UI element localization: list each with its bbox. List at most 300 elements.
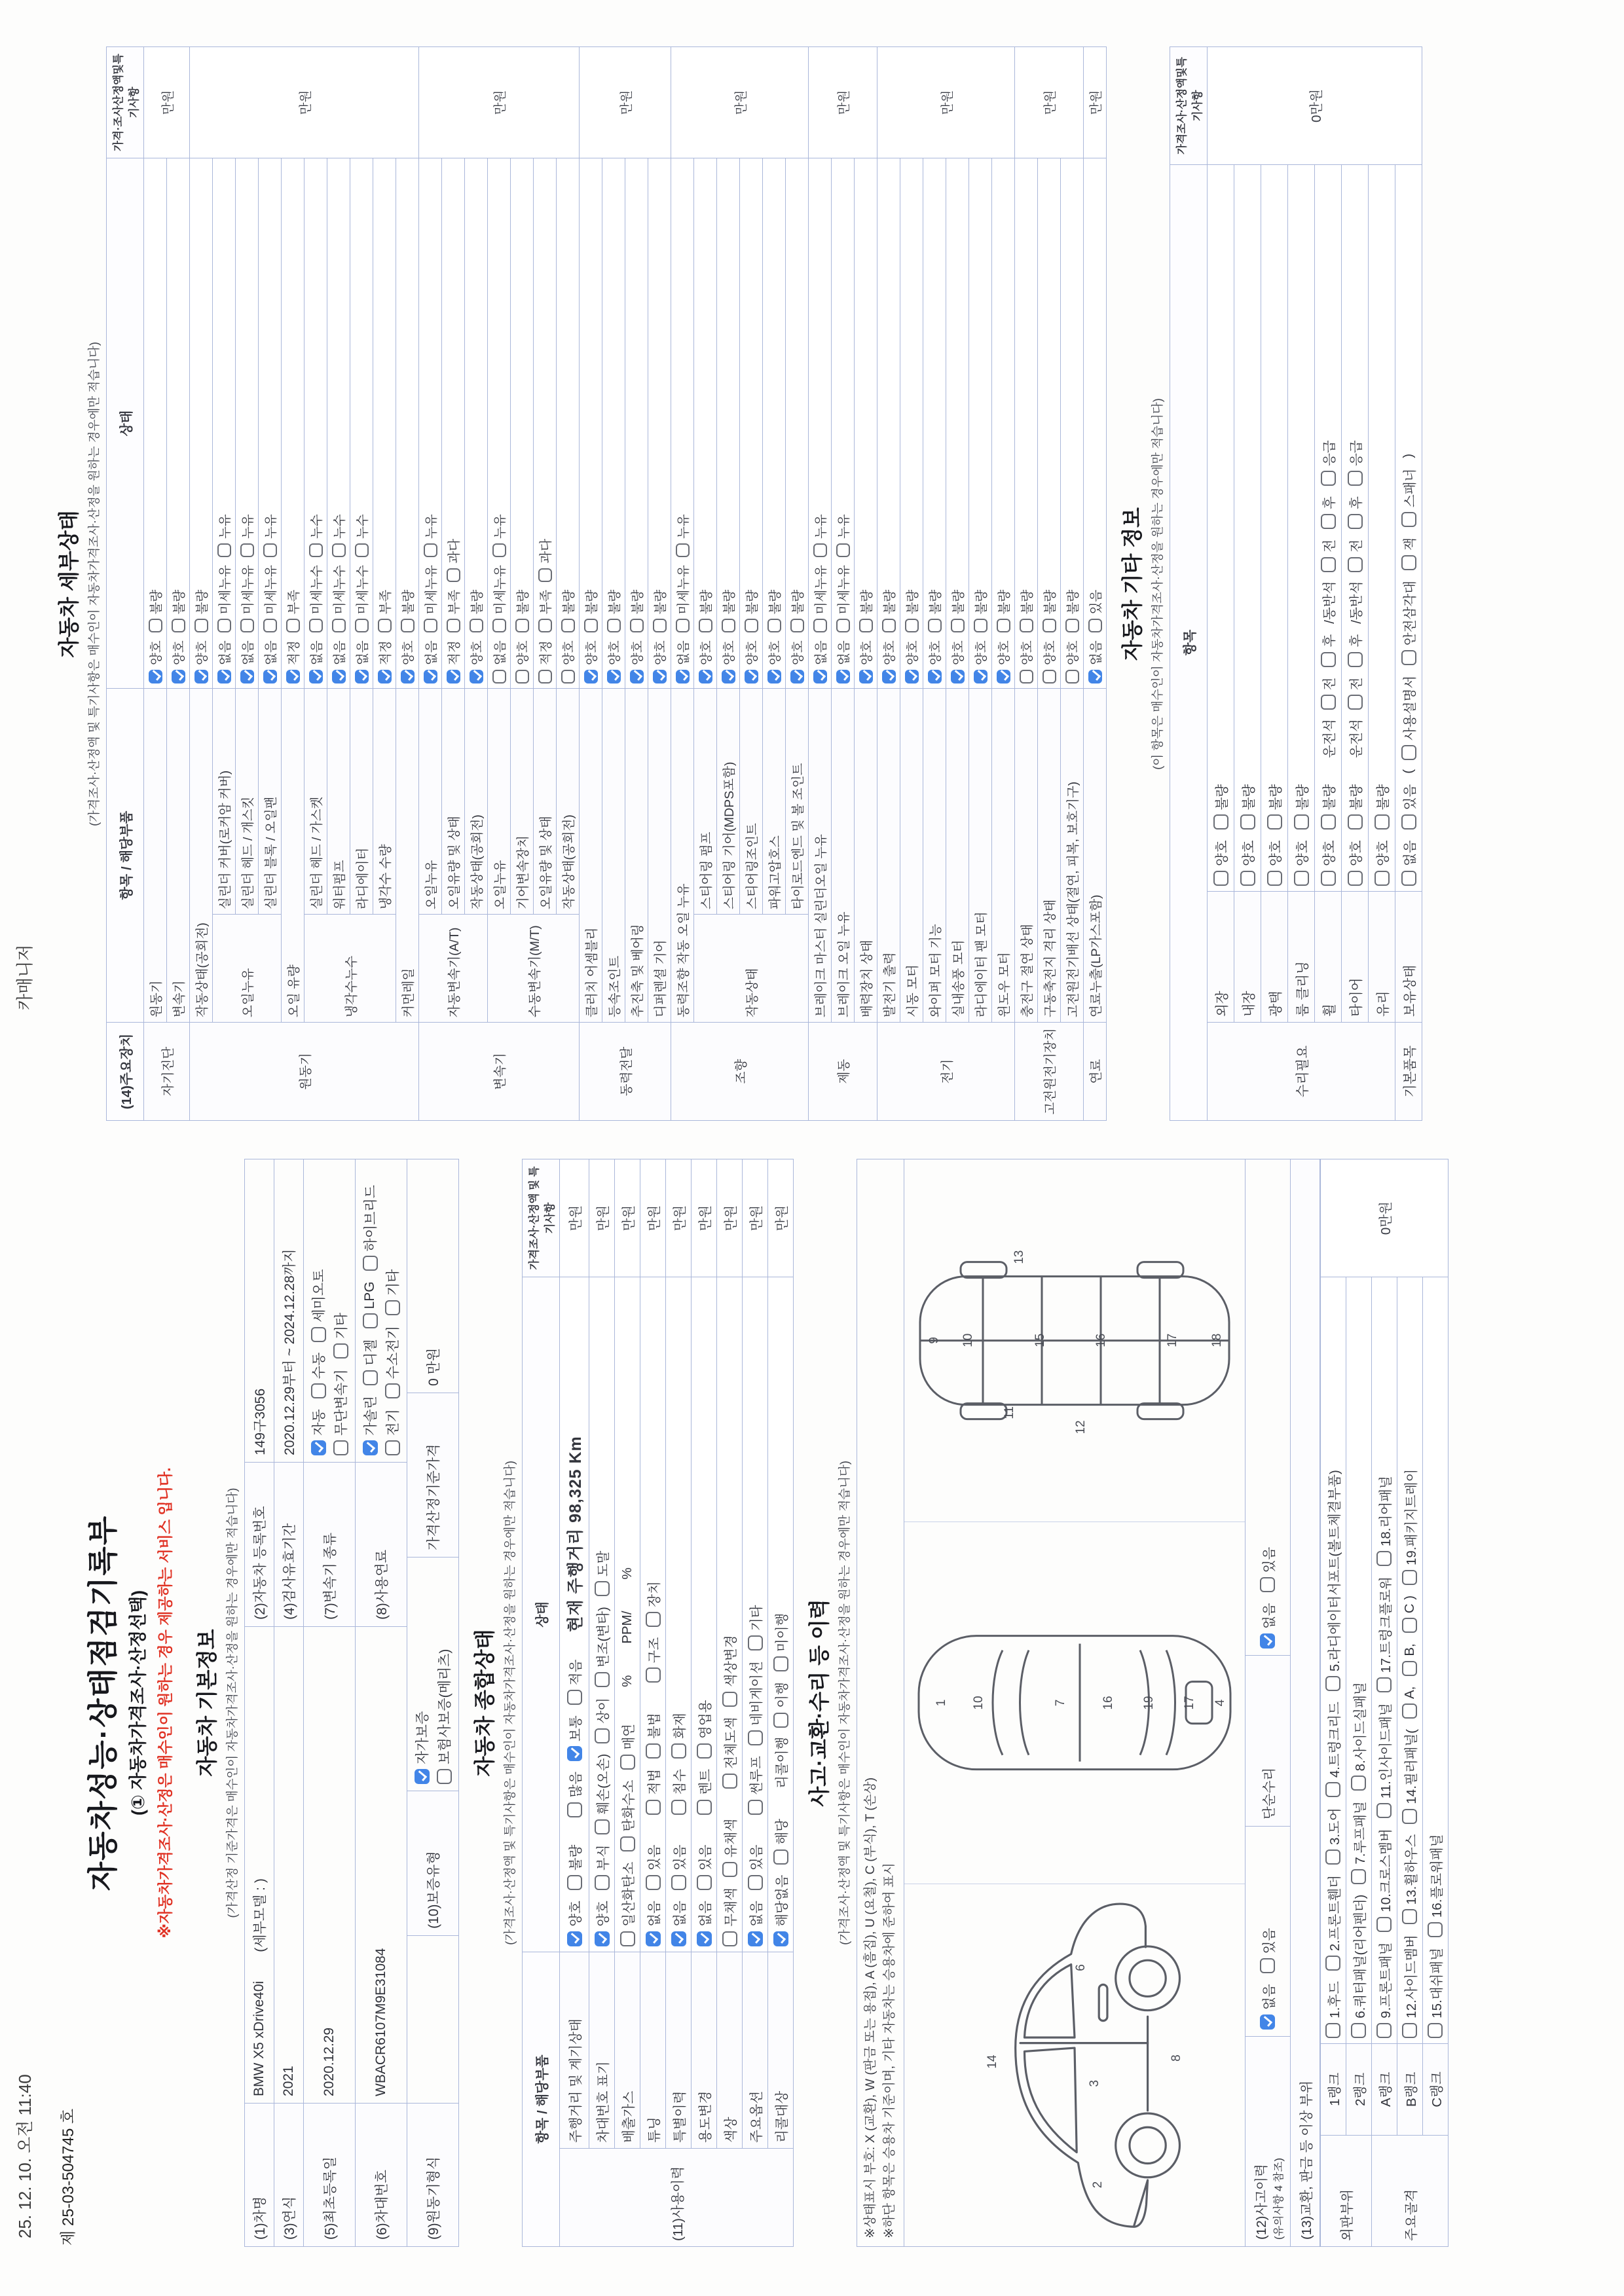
item-part-label: 라디에이터 팬 모터 [969,689,992,1023]
checkbox-양호[interactable] [1211,840,1230,886]
checkbox-label: 양호 [1349,840,1364,866]
checkbox-양호[interactable] [879,640,898,683]
panel-zone-number: 17 [1166,1333,1180,1347]
checkbox-없음[interactable] [490,640,508,683]
checkbox-label: 15.대쉬패널 [1429,1948,1445,2018]
checkbox-보통[interactable] [564,1715,584,1761]
checkbox-누유[interactable] [490,514,508,557]
checkbox-4.트렁크리드[interactable] [1323,1702,1343,1797]
checkbox-양호[interactable] [857,640,875,683]
checkbox-있음[interactable] [1399,784,1418,830]
comp-state-options [643,1283,663,1946]
checkbox-누유[interactable] [421,514,439,557]
checkbox-불량[interactable] [1040,590,1058,633]
checkbox-응급[interactable] [1345,440,1365,486]
checkbox-자가보증[interactable] [412,1711,432,1784]
checkbox-label: 양호 [929,640,943,665]
checkbox-전[interactable] [1318,539,1338,572]
checkbox-양호[interactable] [1238,840,1257,886]
checkbox-훼손(오손)[interactable] [592,1754,612,1834]
detail-state-cell [419,158,442,689]
state-text: ( [1401,769,1416,774]
checkbox-불량[interactable] [169,590,187,633]
detail-state-cell [992,158,1015,689]
unchecked-checkbox-icon [1401,512,1416,527]
checkbox-label: 양호 [951,640,966,665]
unchecked-checkbox-icon [1267,871,1282,886]
checkbox-양호[interactable] [146,640,164,683]
checkbox-있음[interactable] [1258,1928,1278,1974]
checkbox-label: 적정 [447,640,462,665]
checkbox-18.리어패널[interactable] [1375,1476,1394,1566]
checkbox-불량[interactable] [696,590,714,633]
checkbox-label: 양호 [974,640,989,665]
checkbox-양호[interactable] [1372,840,1392,886]
detail-state-table [106,47,1107,1121]
checkbox-양호[interactable] [1063,640,1081,683]
checkbox-불량[interactable] [564,1845,584,1891]
checkbox-양호[interactable] [192,640,210,683]
checkbox-불량[interactable] [559,590,577,633]
checkbox-적법[interactable] [643,1769,663,1815]
checkbox-label: 적법 [647,1768,662,1795]
checkbox-스패너[interactable] [1399,469,1418,527]
checkbox-양호[interactable] [925,640,944,683]
detail-state-options [352,163,371,683]
unchecked-checkbox-icon [311,1383,326,1398]
checkbox-양호[interactable] [971,640,989,683]
checkbox-양호[interactable] [948,640,967,683]
checkbox-label: 10.크로스멤버 [1378,1829,1393,1912]
checkbox-없음[interactable] [745,1901,765,1946]
detail-table [106,46,1107,1121]
checkbox-전기[interactable] [382,1409,402,1455]
checkbox-양호[interactable] [765,640,783,683]
checkbox-있음[interactable] [1258,1547,1278,1593]
checkbox-기타[interactable] [382,1269,402,1316]
checkbox-영업용[interactable] [694,1700,714,1758]
checkbox-17.트렁크플로워[interactable] [1375,1576,1394,1692]
checkbox-잭[interactable] [1399,538,1418,570]
checkbox-변조(변타)[interactable] [592,1607,612,1687]
checkbox-15.대쉬패널[interactable] [1426,1948,1445,2038]
checkbox-불량[interactable] [742,590,760,633]
checkbox-있음[interactable] [669,1845,688,1891]
checkbox-불량[interactable] [788,590,806,633]
checkbox-불량[interactable] [971,590,989,633]
checkbox-누수[interactable] [329,514,348,557]
checkbox-부족[interactable] [284,590,302,633]
checkbox-양호[interactable] [1291,840,1311,886]
checked-checkbox-icon [882,670,896,683]
checkbox-장치[interactable] [643,1581,663,1627]
checkbox-label: 전 [1322,539,1337,553]
checkbox-불량[interactable] [857,590,875,633]
checkbox-부족[interactable] [536,590,554,633]
checkbox-없음[interactable] [238,640,256,683]
checkbox-적정[interactable] [375,640,394,683]
checkbox-양호[interactable] [592,1901,612,1946]
detail-state-options [375,163,394,683]
spacer [653,1683,654,1702]
checkbox-LPG[interactable] [362,1281,378,1328]
checkbox-하이브리드[interactable] [360,1185,380,1271]
detail-state-cell [580,158,602,689]
checkbox-7.루프패널[interactable] [1349,1801,1369,1884]
checkbox-미세누유[interactable] [215,565,233,632]
checkbox-매연[interactable] [618,1724,637,1770]
checkbox-없음[interactable] [1399,840,1418,886]
basic-info-title: 자동차 기본정보 [195,1629,219,1777]
detail-price-cell: 만원 [809,47,877,158]
checkbox-없음[interactable] [1086,640,1104,683]
checkbox-전[interactable] [1345,539,1365,572]
checkbox-불량[interactable] [994,590,1012,633]
checked-checkbox-icon [332,670,346,683]
checkbox-12.사이드멤버[interactable] [1400,1935,1420,2038]
checkbox-전체도색[interactable] [720,1717,739,1789]
unchecked-checkbox-icon [722,619,735,632]
checkbox-label: 안전삼각대 [1403,580,1418,646]
checkbox-있음[interactable] [694,1845,714,1891]
state-text: PPM/ [619,1611,635,1644]
checkbox-없음[interactable] [673,640,692,683]
checkbox-미이행[interactable] [771,1613,790,1671]
checkbox-양호[interactable] [581,640,600,683]
checkbox-불량[interactable] [467,590,485,633]
checkbox-불량[interactable] [1211,784,1230,830]
checked-checkbox-icon [748,1931,763,1946]
checkbox-label: 불량 [568,1844,583,1871]
checkbox-양호[interactable] [398,640,416,683]
checkbox-불량[interactable] [627,590,646,633]
checkbox-2.프론트휀더[interactable] [1323,1875,1343,1971]
detail-state-options [146,163,164,683]
detail-price-cell: 만원 [671,47,809,158]
detail-row [877,47,900,1121]
checkbox-안전삼각대[interactable] [1399,581,1418,665]
checkbox-양호[interactable] [513,640,531,683]
checkbox-B,[interactable] [1402,1643,1418,1675]
checkbox-불량[interactable] [650,590,669,633]
other-state-options [1399,170,1418,886]
checkbox-누유[interactable] [811,514,829,557]
checkbox-유채색[interactable] [720,1819,739,1877]
checkbox-기타[interactable] [745,1605,765,1650]
print-site-title: 카매니저 [15,944,35,1011]
checkbox-label: 8.사이드실패널 [1352,1682,1368,1772]
checkbox-상이[interactable] [592,1698,612,1743]
checked-checkbox-icon [415,1769,430,1784]
unchecked-checkbox-icon [1402,1809,1417,1824]
checkbox-수동[interactable] [308,1353,328,1399]
checkbox-A,[interactable] [1402,1686,1418,1719]
comp-price-cell: 만원 [560,1159,589,1277]
checkbox-양호[interactable] [719,640,737,683]
detail-state-cell [396,158,419,689]
checkbox-불량[interactable] [948,590,967,633]
checkbox-없음[interactable] [1258,1603,1278,1649]
comp-row [717,1159,743,2247]
checkbox-14.필러패널([interactable] [1400,1729,1420,1824]
checkbox-양호[interactable] [564,1901,584,1946]
detail-state-options [765,163,783,683]
checkbox-없음[interactable] [352,640,371,683]
unchecked-checkbox-icon [567,1690,582,1705]
checkbox-있음[interactable] [643,1845,663,1891]
checkbox-불량[interactable] [604,590,623,633]
checkbox-해당[interactable] [771,1819,790,1865]
checkbox-부식[interactable] [592,1845,612,1891]
unchecked-checkbox-icon [1351,2023,1366,2038]
checkbox-1.후드[interactable] [1323,1981,1343,2038]
checkbox-수소전기[interactable] [382,1326,402,1398]
unchecked-checkbox-icon [1325,1850,1340,1865]
checkbox-19.패키지트레이[interactable] [1400,1469,1420,1585]
checkbox-전[interactable] [1318,678,1338,710]
checkbox-label: 없음 [493,640,507,665]
detail-state-options [948,163,967,683]
checkbox-많음[interactable] [564,1772,584,1817]
checkbox-세미오토[interactable] [308,1269,328,1342]
checkbox-구조[interactable] [643,1637,663,1683]
checkbox-있음[interactable] [1086,590,1104,633]
checkbox-label: 없음 [814,640,828,665]
checkbox-미세누유[interactable] [673,565,692,632]
checkbox-불량[interactable] [1238,784,1257,830]
checkbox-C )[interactable] [1402,1595,1418,1633]
checkbox-후[interactable] [1318,496,1338,529]
panel-zone-number: 6 [1073,1964,1088,1971]
checkbox-8.사이드실패널[interactable] [1349,1682,1369,1791]
checkbox-불량[interactable] [1318,784,1338,830]
checkbox-누유[interactable] [215,514,233,557]
checkbox-후[interactable] [1345,634,1365,667]
checkbox-양호[interactable] [994,640,1012,683]
checkbox-과다[interactable] [536,539,554,582]
checkbox-누유[interactable] [673,514,692,557]
checkbox-양호[interactable] [559,640,577,683]
checkbox-누유[interactable] [261,514,279,557]
checkbox-미세누수[interactable] [352,565,371,632]
checkbox-없음[interactable] [694,1901,714,1946]
unchecked-checkbox-icon [363,1256,378,1271]
checkbox-없음[interactable] [329,640,348,683]
checkbox-label: 불량 [997,589,1012,615]
item-part-label: 구동축전지 격리 상태 [1038,689,1061,1023]
checkbox-가솔린[interactable] [360,1396,380,1455]
checkbox-불량[interactable] [1291,784,1311,830]
checkbox-양호[interactable] [696,640,714,683]
checkbox-불량[interactable] [765,590,783,633]
checkbox-양호[interactable] [1017,640,1035,683]
detail-state-options [834,163,852,683]
detail-state-options [902,163,921,683]
checkbox-탄화수소[interactable] [618,1780,637,1851]
basic-label: (7)변속기 종류 [304,1463,355,1627]
checkbox-불량[interactable] [1372,784,1392,830]
checkbox-이행[interactable] [771,1682,790,1728]
comp-state-cell [717,1277,743,1952]
checkbox-없음[interactable] [215,640,233,683]
checkbox-없음[interactable] [811,640,829,683]
checkbox-3.도어[interactable] [1323,1808,1343,1865]
checkbox-적음[interactable] [564,1660,584,1705]
other-state-options [1291,170,1311,886]
checkbox-없음[interactable] [421,640,439,683]
checkbox-네비게이션[interactable] [745,1661,765,1745]
checkbox-label: 있음 [647,1844,662,1871]
detail-price-cell: 만원 [580,47,671,158]
unchecked-checkbox-icon [355,619,369,632]
checkbox-부족[interactable] [375,590,394,633]
checkbox-불량[interactable] [925,590,944,633]
checkbox-후[interactable] [1318,634,1338,667]
checkbox-썬루프[interactable] [745,1756,765,1814]
checkbox-사용설명서[interactable] [1399,676,1418,760]
checkbox-화재[interactable] [669,1713,688,1758]
checked-checkbox-icon [286,670,300,683]
checkbox-누유[interactable] [834,514,852,557]
checkbox-불량[interactable] [581,590,600,633]
checkbox-없음[interactable] [1258,1984,1278,2030]
checkbox-없음[interactable] [643,1901,663,1946]
checkbox-양호[interactable] [650,640,669,683]
checkbox-불량[interactable] [192,590,210,633]
comp-state-cell [768,1277,794,1952]
checkbox-없음[interactable] [669,1901,688,1946]
checkbox-무단변속기[interactable] [331,1369,350,1455]
state-text: 운전석 [1322,719,1337,758]
checkbox-16.플로워패널[interactable] [1426,1834,1445,1938]
other-group-label: 수리필요 [1208,1023,1395,1121]
checkbox-양호[interactable] [604,640,623,683]
checkbox-미세누수[interactable] [329,565,348,632]
checkbox-누수[interactable] [352,514,371,557]
checkbox-없음[interactable] [834,640,852,683]
accident-history-sublabel: (유의사항 4 참조) [1272,2158,1285,2240]
unchecked-checkbox-icon [745,619,758,632]
checkbox-자동[interactable] [308,1409,328,1455]
checkbox-미세누수[interactable] [306,565,325,632]
unchecked-checkbox-icon [1376,2023,1392,2038]
checkbox-양호[interactable] [1345,840,1365,886]
checkbox-미세누유[interactable] [834,565,852,632]
checkbox-응급[interactable] [1318,440,1338,486]
checkbox-없음[interactable] [261,640,279,683]
checkbox-미세누유[interactable] [490,565,508,632]
checkbox-불량[interactable] [719,590,737,633]
checkbox-불량[interactable] [1063,590,1081,633]
checkbox-있음[interactable] [745,1845,765,1891]
checkbox-해당없음[interactable] [771,1875,790,1946]
checkbox-양호[interactable] [1040,640,1058,683]
checkbox-양호[interactable] [1264,840,1284,886]
checkbox-9.프론트패널[interactable] [1375,1942,1394,2038]
rank-label: 2랭크 [1346,2043,1371,2135]
checkbox-불량[interactable] [879,590,898,633]
panel-zone-number: 8 [1169,2054,1183,2062]
unchecked-checkbox-icon [1401,745,1416,760]
detail-row [1061,47,1084,1121]
checkbox-양호[interactable] [902,640,921,683]
checkbox-과다[interactable] [444,539,462,582]
checkbox-불법[interactable] [643,1713,663,1758]
checkbox-일산화탄소[interactable] [618,1862,637,1946]
checkbox-무채색[interactable] [720,1887,739,1946]
panel-rank-legend-table [1320,1159,1449,2247]
checkbox-적정[interactable] [284,640,302,683]
checkbox-적정[interactable] [536,640,554,683]
checkbox-불량[interactable] [513,590,531,633]
checkbox-색상변경[interactable] [720,1635,739,1706]
checkbox-디젤[interactable] [360,1339,380,1385]
checkbox-미세누유[interactable] [238,565,256,632]
checkbox-적정[interactable] [444,640,462,683]
checkbox-후[interactable] [1345,496,1365,529]
detail-state-options [742,163,760,683]
checkbox-양호[interactable] [788,640,806,683]
item-part-label: 등속조인트 [602,689,625,1023]
detail-state-options [192,163,210,683]
item-part-label: 파워고압호스 [763,689,786,915]
checkbox-양호[interactable] [169,640,187,683]
other-item-label: 광택 [1261,892,1288,1023]
checkbox-불량[interactable] [146,590,164,633]
checkbox-양호[interactable] [742,640,760,683]
checkbox-도말[interactable] [592,1551,612,1597]
checkbox-양호[interactable] [1318,840,1338,886]
checkbox-label: 세미오토 [312,1269,327,1322]
unchecked-checkbox-icon [671,1800,686,1815]
checkbox-불량[interactable] [1017,590,1035,633]
checkbox-보험사보증(메리츠)[interactable] [434,1649,454,1784]
checkbox-불량[interactable] [902,590,921,633]
checkbox-양호[interactable] [627,640,646,683]
checkbox-불량[interactable] [1264,784,1284,830]
device-label: 고전원전기장치 [1015,1023,1084,1121]
checkbox-누수[interactable] [306,514,325,557]
checkbox-6.쿼터패널(리어펜더)[interactable] [1349,1895,1369,2038]
checkbox-없음[interactable] [306,640,325,683]
checkbox-침수[interactable] [669,1769,688,1815]
checkbox-11.인사이드패널[interactable] [1375,1703,1394,1818]
checkbox-미세누유[interactable] [421,565,439,632]
unchecked-checkbox-icon [424,543,437,557]
comp-item-label: 배출가스 [615,1952,640,2148]
checkbox-불량[interactable] [1345,784,1365,830]
checked-checkbox-icon [676,670,690,683]
item-part-label: 커먼레일 [396,689,419,1023]
item-part-label: 연료누출(LP가스포함) [1084,689,1107,1023]
checkbox-미세누유[interactable] [261,565,279,632]
checked-checkbox-icon [646,1931,661,1946]
checkbox-10.크로스멤버[interactable] [1375,1829,1394,1932]
checkbox-미세누유[interactable] [811,565,829,632]
checkbox-5.라디에이터서포트(볼트체결부품)[interactable] [1323,1470,1343,1691]
checkbox-전[interactable] [1345,678,1365,710]
checkbox-렌트[interactable] [694,1769,714,1815]
checkbox-누유[interactable] [238,514,256,557]
detail-state-cell [946,158,969,689]
checkbox-불량[interactable] [398,590,416,633]
checkbox-label: 불량 [860,589,874,615]
checkbox-13.휠하우스[interactable] [1400,1834,1420,1925]
checkbox-부족[interactable] [444,590,462,633]
checkbox-기타[interactable] [331,1313,350,1359]
checkbox-label: 적음 [568,1659,583,1686]
checkbox-양호[interactable] [467,640,485,683]
